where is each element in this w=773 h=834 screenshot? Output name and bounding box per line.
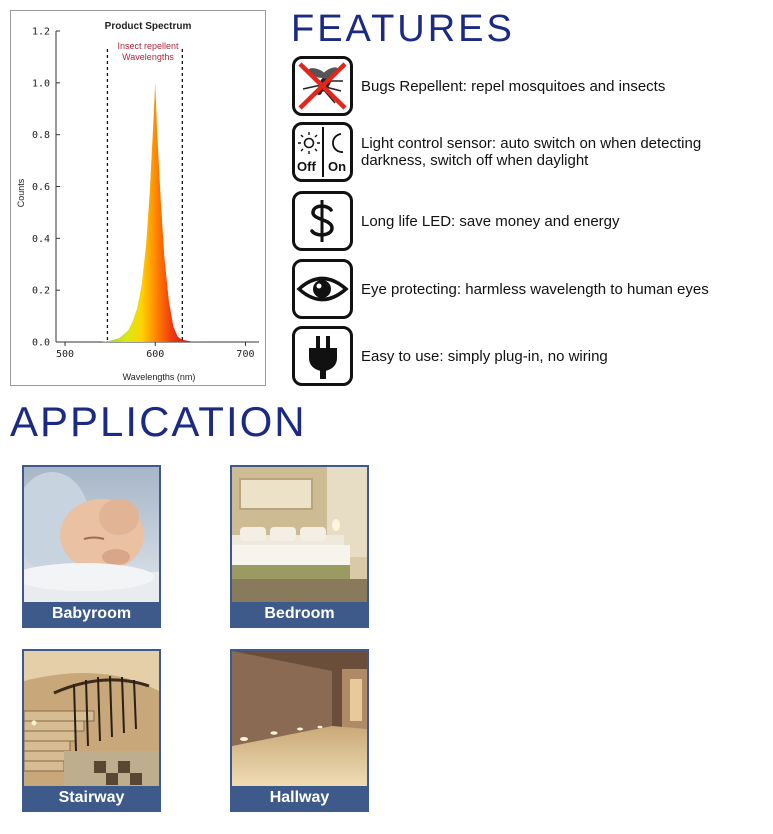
sun-moon-sensor-icon (292, 122, 353, 182)
y-tick-label: 0.8 (31, 130, 50, 142)
annotation-line-1: Insect repellent (117, 41, 179, 51)
feature-text-longlife (361, 213, 620, 230)
feature-text-line: Eye protecting: harmless wavelength to human eyes (361, 280, 709, 298)
x-axis-title: Wavelengths (nm) (122, 372, 196, 382)
feature-text-sensor (361, 135, 701, 169)
spectrum-chart (10, 10, 266, 386)
tile-label: Stairway (24, 786, 159, 810)
bedroom-photo (232, 467, 367, 602)
y-tick-label: 0.0 (31, 337, 50, 349)
y-tick-label: 0.4 (31, 233, 50, 245)
babyroom-photo (24, 467, 159, 602)
y-axis-title: Counts (16, 178, 26, 208)
spectrum-area (101, 83, 209, 342)
application-heading: APPLICATION (10, 398, 307, 445)
plug-icon (292, 326, 353, 386)
feature-text-line: Long life LED: save money and energy (361, 212, 620, 230)
spectrum-chart-svg (11, 11, 267, 387)
no-mosquito-icon (292, 56, 353, 116)
feature-light-sensor (292, 122, 772, 182)
x-tick-label: 600 (146, 349, 165, 360)
features-heading: FEATURES (291, 8, 515, 50)
tile-stairway (22, 649, 161, 812)
feature-easy-to-use (292, 326, 772, 386)
tile-babyroom (22, 465, 161, 628)
eye-icon (292, 259, 353, 319)
y-tick-label: 0.2 (31, 285, 50, 297)
feature-long-life (292, 191, 772, 251)
feature-text-line: darkness, switch off when daylight (361, 152, 589, 169)
hallway-photo (232, 651, 367, 786)
x-tick-label: 700 (236, 349, 255, 360)
tile-label: Bedroom (232, 602, 367, 626)
feature-text-line: Light control sensor: auto switch on when detecting (361, 135, 702, 152)
feature-text-easy (361, 348, 608, 365)
tile-label: Babyroom (24, 602, 159, 626)
chart-title: Product Spectrum (104, 21, 192, 32)
sensor-on-label: On (328, 159, 347, 174)
annotation-line-2: Wavelengths (122, 52, 174, 62)
feature-eye-protecting (292, 259, 772, 319)
y-tick-label: 1.0 (31, 78, 50, 90)
y-tick-label: 0.6 (31, 182, 50, 193)
dollar-icon (292, 191, 353, 251)
y-tick-label: 1.2 (31, 26, 50, 38)
feature-text-line: Easy to use: simply plug-in, no wiring (361, 347, 608, 365)
sensor-off-label: Off (297, 159, 316, 174)
feature-text-bugs (361, 78, 665, 95)
feature-text-eye (361, 281, 709, 298)
tile-hallway (230, 649, 369, 812)
tile-bedroom (230, 465, 369, 628)
stairway-photo (24, 651, 159, 786)
feature-bugs-repellent (292, 56, 772, 116)
feature-text-line: Bugs Repellent: repel mosquitoes and insects (361, 77, 666, 95)
x-tick-label: 500 (55, 349, 75, 360)
tile-label: Hallway (232, 786, 367, 810)
